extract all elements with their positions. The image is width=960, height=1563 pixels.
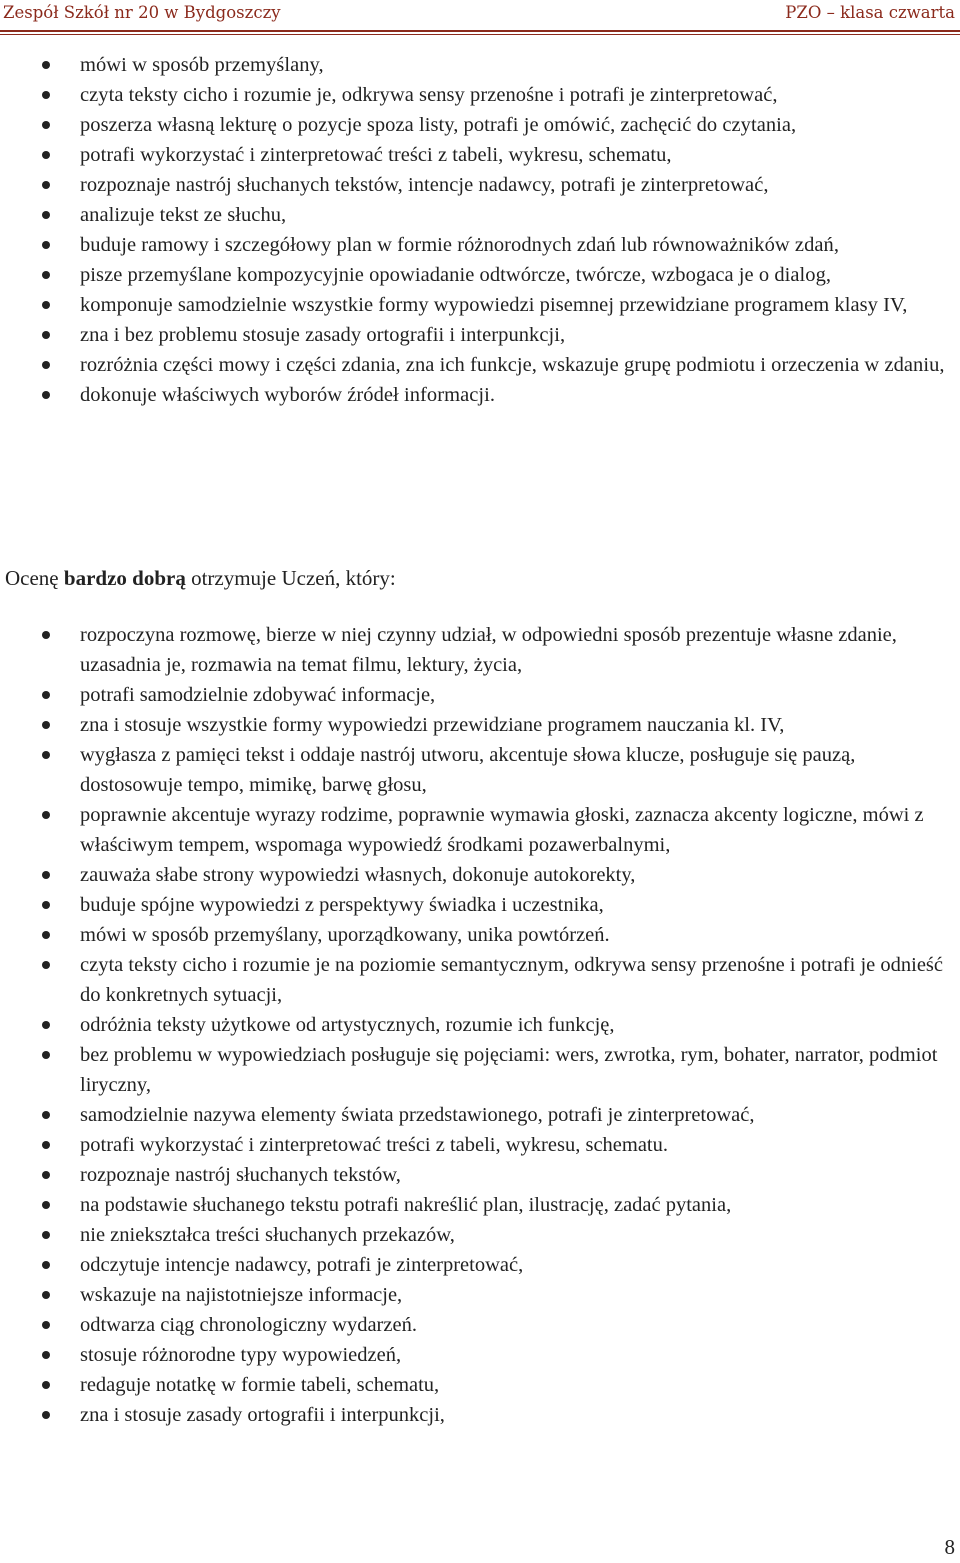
page-number: 8 — [944, 1535, 955, 1559]
bullet-icon — [42, 1261, 50, 1269]
bullet-icon — [42, 271, 50, 279]
bullet-icon — [42, 1351, 50, 1359]
bullet-icon — [42, 961, 50, 969]
bullet-icon — [42, 91, 50, 99]
list-item — [0, 110, 960, 140]
list-item-text: na podstawie słuchanego tekstu potrafi nakreślić plan, ilustrację, zadać pytania, — [80, 1194, 732, 1216]
document-subject: PZO – klasa czwarta — [785, 3, 955, 22]
bullet-icon — [42, 331, 50, 339]
grade-intro — [5, 563, 396, 593]
list-item-text: komponuje samodzielnie wszystkie formy wypowiedzi pisemnej przewidziane programem klasy IV, — [80, 294, 908, 316]
bullet-icon — [42, 871, 50, 879]
list-item-text: analizuje tekst ze słuchu, — [80, 204, 287, 226]
list-item — [0, 230, 960, 260]
list-item — [0, 1250, 960, 1280]
list-item-text: odróżnia teksty użytkowe od artystycznych, rozumie ich funkcję, — [80, 1014, 615, 1036]
list-item — [0, 1340, 960, 1370]
list-item-text: pisze przemyślane kompozycyjnie opowiadanie odtwórcze, twórcze, wzbogaca je o dialog, — [80, 264, 832, 286]
list-item-text: czyta teksty cicho i rozumie je na poziomie semantycznym, odkrywa sensy przenośne i potrafi je odnieść do konkretnych sytuacji, — [80, 954, 943, 1006]
bullet-icon — [42, 1381, 50, 1389]
bullet-icon — [42, 1111, 50, 1119]
list-item-text: nie zniekształca treści słuchanych przekazów, — [80, 1224, 455, 1246]
list-item-text: wskazuje na najistotniejsze informacje, — [80, 1284, 403, 1306]
bullet-icon — [42, 361, 50, 369]
list-item-text: czyta teksty cicho i rozumie je, odkrywa sensy przenośne i potrafi je zinterpretować, — [80, 84, 778, 106]
list-item-text: rozróżnia części mowy i części zdania, zna ich funkcje, wskazuje grupę podmiotu i orzeczenia w zdaniu, — [80, 354, 945, 376]
list-item-text: potrafi samodzielnie zdobywać informacje, — [80, 684, 436, 706]
school-name: Zespół Szkół nr 20 w Bydgoszczy — [3, 3, 281, 22]
list-item — [0, 860, 960, 890]
bullet-icon — [42, 1231, 50, 1239]
list-item — [0, 1280, 960, 1310]
bullet-icon — [42, 121, 50, 129]
page-header — [0, 0, 960, 28]
bullet-icon — [42, 631, 50, 639]
bullet-icon — [42, 811, 50, 819]
list-item-text: bez problemu w wypowiedziach posługuje się pojęciami: wers, zwrotka, rym, bohater, narrator, podmiot liryczny, — [80, 1044, 938, 1096]
list-item-text: zna i stosuje zasady ortografii i interpunkcji, — [80, 1404, 445, 1426]
list-item-text: rozpoczyna rozmowę, bierze w niej czynny udział, w odpowiedni sposób prezentuje własne zdanie, uzasadnia je, rozmawia na temat filmu, lektury, życia, — [80, 624, 897, 676]
list-item-text: rozpoznaje nastrój słuchanych tekstów, intencje nadawcy, potrafi je zinterpretować, — [80, 174, 769, 196]
list-item-text: dokonuje właściwych wyborów źródeł informacji. — [80, 384, 496, 406]
list-item — [0, 380, 960, 410]
list-item — [0, 200, 960, 230]
list-item-text: stosuje różnorodne typy wypowiedzeń, — [80, 1344, 402, 1366]
list-item — [0, 1010, 960, 1040]
list-item — [0, 350, 960, 380]
list-item-text: redaguje notatkę w formie tabeli, schematu, — [80, 1374, 440, 1396]
list-item-text: wygłasza z pamięci tekst i oddaje nastrój utworu, akcentuje słowa klucze, posługuje się pauzą, dostosowuje tempo, mimikę, barwę głosu, — [80, 744, 856, 796]
list-item-text: buduje spójne wypowiedzi z perspektywy świadka i uczestnika, — [80, 894, 604, 916]
list-item — [0, 1220, 960, 1250]
bullet-icon — [42, 721, 50, 729]
list-item-text: zauważa słabe strony wypowiedzi własnych, dokonuje autokorekty, — [80, 864, 636, 886]
bullet-icon — [42, 1141, 50, 1149]
list-item-text: potrafi wykorzystać i zinterpretować treści z tabeli, wykresu, schematu, — [80, 144, 672, 166]
list-item — [0, 80, 960, 110]
list-item — [0, 1130, 960, 1160]
list-item-text: odtwarza ciąg chronologiczny wydarzeń. — [80, 1314, 417, 1336]
list-item-text: samodzielnie nazywa elementy świata przedstawionego, potrafi je zinterpretować, — [80, 1104, 755, 1126]
list-item — [0, 950, 960, 1010]
requirements-list-previous — [0, 50, 960, 410]
list-item-text: poszerza własną lekturę o pozycje spoza listy, potrafi je omówić, zachęcić do czytania, — [80, 114, 797, 136]
bullet-icon — [42, 1021, 50, 1029]
header-divider — [0, 30, 960, 32]
bullet-icon — [42, 301, 50, 309]
bullet-icon — [42, 241, 50, 249]
list-item — [0, 1400, 960, 1430]
list-item — [0, 290, 960, 320]
list-item — [0, 680, 960, 710]
list-item — [0, 740, 960, 800]
list-item — [0, 320, 960, 350]
grade-intro-after: otrzymuje Uczeń, który: — [185, 566, 396, 590]
list-item-text: poprawnie akcentuje wyrazy rodzime, poprawnie wymawia głoski, zaznacza akcenty logiczne, mówi z właściwym tempem, wspomaga wypowiedź środkami pozawerbalnymi, — [80, 804, 924, 856]
list-item — [0, 920, 960, 950]
header-divider-thin — [0, 34, 960, 35]
grade-intro-before: Ocenę — [5, 566, 64, 590]
list-item-text: potrafi wykorzystać i zinterpretować treści z tabeli, wykresu, schematu. — [80, 1134, 669, 1156]
list-item — [0, 1100, 960, 1130]
bullet-icon — [42, 61, 50, 69]
bullet-icon — [42, 1291, 50, 1299]
bullet-icon — [42, 1051, 50, 1059]
requirements-list-very-good — [0, 620, 960, 1430]
bullet-icon — [42, 901, 50, 909]
list-item — [0, 1190, 960, 1220]
list-item-text: rozpoznaje nastrój słuchanych tekstów, — [80, 1164, 401, 1186]
bullet-icon — [42, 1411, 50, 1419]
bullet-icon — [42, 151, 50, 159]
list-item — [0, 620, 960, 680]
list-item — [0, 710, 960, 740]
list-item — [0, 170, 960, 200]
list-item-text: mówi w sposób przemyślany, uporządkowany, unika powtórzeń. — [80, 924, 610, 946]
list-item — [0, 260, 960, 290]
list-item — [0, 800, 960, 860]
list-item — [0, 1160, 960, 1190]
bullet-icon — [42, 391, 50, 399]
list-item-text: buduje ramowy i szczegółowy plan w formie różnorodnych zdań lub równoważników zdań, — [80, 234, 840, 256]
list-item — [0, 140, 960, 170]
bullet-icon — [42, 1201, 50, 1209]
list-item — [0, 890, 960, 920]
bullet-icon — [42, 751, 50, 759]
bullet-icon — [42, 931, 50, 939]
bullet-icon — [42, 211, 50, 219]
list-item — [0, 50, 960, 80]
list-item — [0, 1310, 960, 1340]
list-item-text: zna i bez problemu stosuje zasady ortografii i interpunkcji, — [80, 324, 566, 346]
list-item-text: odczytuje intencje nadawcy, potrafi je zinterpretować, — [80, 1254, 524, 1276]
bullet-icon — [42, 1171, 50, 1179]
bullet-icon — [42, 691, 50, 699]
list-item — [0, 1370, 960, 1400]
bullet-icon — [42, 1321, 50, 1329]
list-item-text: zna i stosuje wszystkie formy wypowiedzi przewidziane programem nauczania kl. IV, — [80, 714, 785, 736]
list-item-text: mówi w sposób przemyślany, — [80, 54, 324, 76]
grade-name: bardzo dobrą — [63, 566, 186, 590]
list-item — [0, 1040, 960, 1100]
bullet-icon — [42, 181, 50, 189]
